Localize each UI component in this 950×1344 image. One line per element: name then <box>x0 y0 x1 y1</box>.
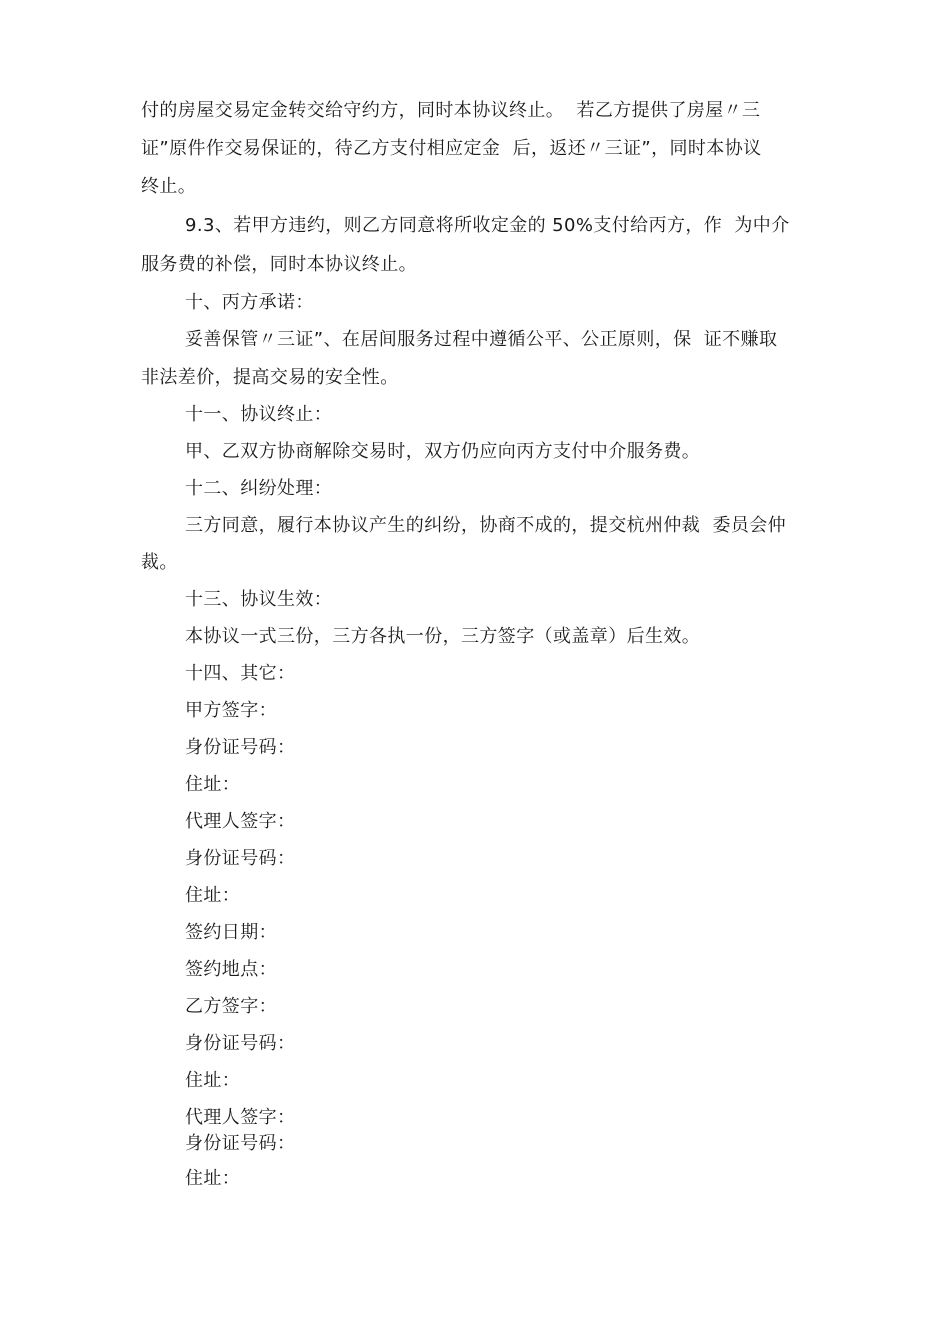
section-heading: 十三、协议生效： <box>185 589 333 610</box>
paragraph-line: 甲、乙双方协商解除交易时，双方仍应向丙方支付中介服务费。 <box>185 441 701 462</box>
section-heading: 十二、纠纷处理： <box>185 478 333 499</box>
section-heading: 十、丙方承诺： <box>185 292 314 313</box>
signature-field-label: 甲方签字： <box>185 700 277 721</box>
signature-field-label: 住址： <box>185 774 241 795</box>
signature-field-label: 代理人签字： <box>185 1107 296 1128</box>
signature-field-label: 住址： <box>185 1070 241 1091</box>
paragraph-line: 本协议一式三份，三方各执一份，三方签字（或盖章）后生效。 <box>185 626 701 647</box>
paragraph-line: 证”原件作交易保证的，待乙方支付相应定金 后，返还〃三证”，同时本协议 <box>141 138 762 159</box>
signature-field-label: 身份证号码： <box>185 1133 296 1154</box>
paragraph-line: 终止。 <box>141 176 197 197</box>
signature-field-label: 代理人签字： <box>185 811 296 832</box>
signature-field-label: 住址： <box>185 885 241 906</box>
signature-field-label: 签约日期： <box>185 922 277 943</box>
paragraph-line: 付的房屋交易定金转交给守约方，同时本协议终止。 若乙方提供了房屋〃三 <box>141 100 761 121</box>
signature-field-label: 身份证号码： <box>185 848 296 869</box>
signature-field-label: 签约地点： <box>185 959 277 980</box>
paragraph-line: 9.3、若甲方违约，则乙方同意将所收定金的 50%支付给丙方，作 为中介 <box>185 215 790 236</box>
signature-field-label: 住址： <box>185 1168 241 1189</box>
signature-field-label: 身份证号码： <box>185 1033 296 1054</box>
signature-field-label: 身份证号码： <box>185 737 296 758</box>
signature-field-label: 乙方签字： <box>185 996 277 1017</box>
section-heading: 十四、其它： <box>185 663 296 684</box>
paragraph-line: 裁。 <box>141 552 178 573</box>
paragraph-line: 三方同意，履行本协议产生的纠纷，协商不成的，提交杭州仲裁 委员会仲 <box>185 515 787 536</box>
paragraph-line: 服务费的补偿，同时本协议终止。 <box>141 254 417 275</box>
paragraph-line: 非法差价，提高交易的安全性。 <box>141 367 399 388</box>
section-heading: 十一、协议终止： <box>185 404 333 425</box>
paragraph-line: 妥善保管〃三证”、在居间服务过程中遵循公平、公正原则，保 证不赚取 <box>185 329 778 350</box>
